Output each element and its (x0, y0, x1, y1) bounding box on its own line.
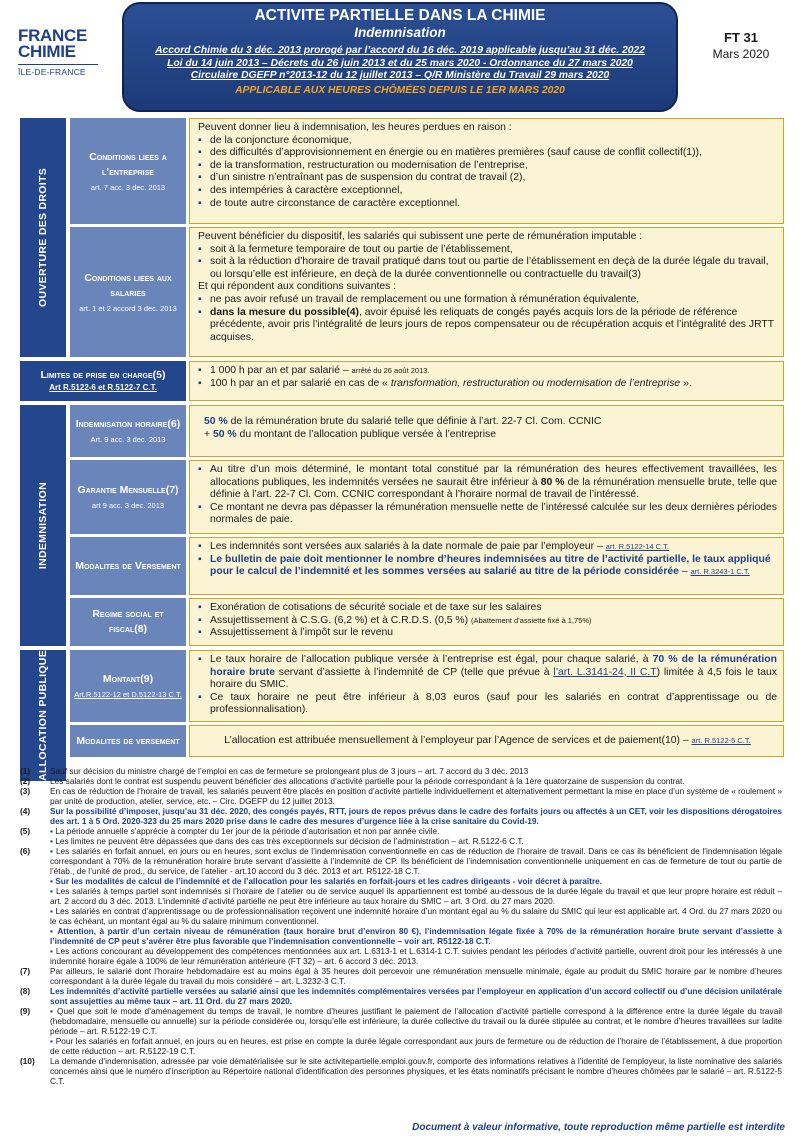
footnote: ▪ Pour les salariés en forfait annuel, en jours ou en heures, est prise en compte la durée légale correspondant aux jours de fermeture ou de réduction de l’horaire de l’établissement, à due proportion de cette réduction – art. R.5122-19 C.T. (20, 1036, 782, 1056)
reference-line-1: Accord Chimie du 3 déc. 2013 prorogé par l’accord du 16 déc. 2019 applicable jusqu’au 31 déc. 2022 (155, 45, 645, 56)
content-garantie-mensuelle (189, 460, 784, 534)
list-item: ▪ des difficultés d’approvisionnement en énergie ou en matières premières (sauf cause de conflit collectif(1)), (198, 147, 777, 160)
footnote: (4) Sur la possibilité d’imposer, jusqu’au 31 déc. 2020, des congés payés, RTT, jours de repos prévus dans le cadre des forfaits jours ou affectés à un CET, voir les dispositions dérogatoires des art. 1 à 5 Ord. 2020-323 du 25 mars 2020 prise dans le cadre des mesures d’urgence liée à la crise sanitaire du Covid-19. (20, 806, 782, 826)
list-item: ▪ Au titre d’un mois déterminé, le montant total constitué par la rémunération des heures effectivement travaillées, les allocations publiques, les indemnités versées ne saurait être inférieur à 80 % de la rémunération mensuelle brute, telle que définie à l’art. 22-7 Cl. Com. CCNIC correspondant à l’horaire normal de travail de l’intéressé. (198, 464, 777, 502)
list-item: ▪ de toute autre circonstance de caractère exceptionnel. (198, 198, 777, 211)
footnote: (2) Les salariés dont le contrat est suspendu peuvent bénéficier des allocations d’activité partielle pour la période correspondant à la 1ère quatorzaine de suspension du contrat. (20, 776, 685, 786)
list-item: ▪ Ce taux horaire ne peut être inférieur à 8,03 euros (sauf pour les salariés en contrat d’apprentissage ou de professionnalisation). (198, 692, 777, 717)
list-item: ▪ dans la mesure du possible(4), avoir épuisé les reliquats de congés payés acquis lors de la période de référence précédente, avoir pris l’intégralité de leurs jours de repos compensateur ou de récupération acquis et l’intégralité des JRTT acquises. (198, 307, 777, 345)
footnote: (8) Les indemnités d’activité partielle versées au salarié ainsi que les indemnités complémentaires versées par l’employeur en application d’un accord collectif ou d’une décision unilatérale sont assujetties au même taux – art. 11 Ord. du 27 mars 2020. (20, 986, 782, 1006)
row-montant (66, 650, 784, 722)
document-subtitle: Indemnisation (354, 25, 446, 40)
footnote: ▪ Les salariés en contrat d’apprentissage ou de professionnalisation reçoivent une indemnité horaire d’un montant égal au % du salaire du SMIC qui leur est applicable art. 4 Ord. du 27 mars 2020 ou le cas échéant, un montant égal au % du salaire minimum conventionnel. (20, 906, 782, 926)
list-item: ▪ Les indemnités sont versées aux salariés à la date normale de paie par l’employeur – art. R.5122-14 C.T. (198, 541, 777, 554)
link-r5122-5[interactable]: art. R.5122-5 C.T. (691, 736, 751, 745)
label-montant: Montant(9) Art.R.5122-12 et D.5122-13 C.T. (70, 650, 186, 722)
list-item: ▪ d’un sinistre n’entraînant pas de suspension du contrat de travail (2), (198, 172, 777, 185)
row-modalites-allocation (66, 725, 784, 757)
footnote: (10) La demande d’indemnisation, adressée par voie dématérialisée sur le site activitepartielle.emploi.gouv.fr, comporte des informations relatives à l’identité de l’employeur, la liste nominative des salariés concernés ainsi que le numéro d’inscription au Répertoire national d’identification des personnes physiques, et les états nominatifs précisant le nombre d’heures chômées par le salarié – art. R.5122-5 C.T. (20, 1056, 782, 1086)
list-item: ▪ soit à la fermeture temporaire de tout ou partie de l’établissement, (198, 244, 777, 257)
list-item: ▪ Le bulletin de paie doit mentionner le nombre d’heures indemnisées au titre de l’activité partielle, le taux appliqué pour le calcul de l’indemnité et les sommes versées au salarié au titre de la période considérée – art. R.3243-1 C.T. (198, 554, 777, 579)
row-conditions-entreprise (66, 118, 784, 224)
footnote: ▪ Attention, à partir d’un certain niveau de rémunération (taux horaire brut d’environ 80 €), l’indemnisation légale fixée à 70% de la rémunération horaire brute servant d’assiette à l’indemnité de CP peut s’avérer être plus favorable que l’indemnisation conventionnelle – voir art. R5122-18 C.T. (20, 926, 782, 946)
logo-line-1: FRANCE (18, 26, 88, 45)
list-item: ▪ ne pas avoir refusé un travail de remplacement ou une formation à rémunération équivalente, (198, 294, 777, 307)
row-regime-social (66, 598, 784, 646)
footnote: ▪ Les limites ne peuvent être dépassées que dans des cas très exceptionnels sur décision de l’administration – art. R.5122-6 C.T. (20, 836, 782, 846)
list-conditions-entreprise (198, 135, 777, 211)
content-conditions-salaries: Peuvent bénéficier du dispositif, les salariés qui subissent une perte de rémunération imputable : ▪ soit à la fermeture temporaire de tout ou partie de l’établissement, ▪ soit à la réduction d’horaire de travail pratiqué dans tout ou partie de l’établissement en deçà de la durée légale du travail, ou lorsqu’elle est inférieure, en deçà de la durée conventionnelle ou contractuelle du travail(3) Et qui répondent aux conditions suivantes : ▪ ne pas avoir refusé un travail de remplacement ou une formation à rémunération équivalente, ▪ dans la mesure du possible(4), avoir épuisé les reliquats de congés payés acquis lors de la période de référence précédente, avoir pris l’intégralité de leurs jours de repos compensateur ou de récupération acquis et l’intégralité des JRTT acquises. (189, 227, 784, 357)
section-label-indemnisation: INDEMNISATION (20, 405, 66, 646)
footnote: ▪ Les actions concourant au développement des compétences mentionnées aux art. L.6313-1 et L.6314-1 C.T. suivies pendant les périodes d’activité partielle, ouvrent droit pour les intéressés à une indemnité horaire égale à 100% de leur rémunération antérieure (FT 32) – art. 6 accord 3 déc. 2013. (20, 946, 782, 966)
title-banner (122, 2, 678, 112)
content-modalites-versement (189, 537, 784, 595)
content-conditions-entreprise: Peuvent donner lieu à indemnisation, les heures perdues en raison : ▪ de la conjoncture économique, ▪ des difficultés d’approvisionnement en énergie ou en matières premières (sauf cause de conflit collectif(1)), ▪ de la transformation, restructuration ou modernisation de l’entreprise, ▪ d’un sinistre n’entraînant pas de suspension du contrat de travail (2), ▪ des intempéries à caractère exceptionnel, ▪ de toute autre circonstance de caractère exceptionnel. (189, 118, 784, 224)
reference-line-3: Circulaire DGEFP n°2013-12 du 12 juillet 2013 – Q/R Ministère du Travail 29 mars 2020 (190, 70, 610, 81)
content-modalites-allocation: L’allocation est attribuée mensuellement à l’employeur par l’Agence de services et de paiement(10) – art. R.5122-5 C.T. (189, 725, 784, 757)
reference-line-2: Loi du 14 juin 2013 – Décrets du 26 juin 2013 et du 25 mars 2020 - Ordonnance du 27 mars 2020 (167, 57, 633, 69)
list-item: ▪ Ce montant ne devra pas dépasser la rémunération mensuelle nette de l’intéressé calculée sur les deux dernières périodes normales de paie. (198, 502, 777, 527)
main-table (20, 118, 784, 785)
content-montant (189, 650, 784, 722)
row-modalites-versement (66, 537, 784, 595)
list-item: ▪ 100 h par an et par salarié en cas de « transformation, restructuration ou modernisation de l’entreprise ». (198, 378, 777, 391)
footnote: ▪ Sur les modalités de calcul de l’indemnité et de l’allocation pour les salariés en forfait-jours et les cadres dirigeants - voir décret à paraître. (20, 876, 782, 886)
row-conditions-salaries (66, 227, 784, 357)
list-item: ▪ de la transformation, restructuration ou modernisation de l’entreprise, (198, 160, 777, 173)
label-indemnisation-horaire: Indemnisation horaire(6) Art. 9 acc. 3 dec. 2013 (70, 405, 186, 457)
footer-disclaimer: Document à valeur informative, toute reproduction même partielle est interdite (412, 1122, 785, 1133)
france-chimie-logo (18, 28, 104, 78)
footnote: (6) ▪ Les salariés en forfait annuel, en jours ou en heures, sont exclus de l’indemnisation conventionnelle en cas de réduction de l’horaire de travail. Dans ce cas ils bénéficient de l’indemnisation légale correspondant à 70% de la rémunération horaire brute servant d’assiette à l’indemnité de CP. Ils bénéficient de l’indemnisation conventionnelle uniquement en cas de fermeture de tout ou partie de l’étab., de l’unité de prod., du service, de l’atelier - art.10 accord du 3 déc. 2013 et art. R5122-18 C.T. (20, 846, 782, 876)
fiche-reference (696, 30, 786, 61)
row-garantie-mensuelle (66, 460, 784, 534)
list-item: ▪ de la conjoncture économique, (198, 135, 777, 148)
link-r5122-14[interactable]: art. R.5122-14 C.T. (605, 542, 670, 551)
document-title: ACTIVITE PARTIELLE DANS LA CHIMIE (254, 7, 546, 24)
footnote: (3) En cas de réduction de l’horaire de travail, les salariés peuvent être placés en position d’activité partielle individuellement et alternativement permettant la mise en place d’un système de « roulement » par unité de production, atelier, service, etc. – Circ. DGEFP du 12 juillet 2013. (20, 786, 782, 806)
label-limites: Limites de prise en charge(5) Art R.5122-6 et R.5122-7 C.T. (20, 361, 186, 401)
label-garantie-mensuelle: Garantie Mensuelle(7) art 9 acc. 3 dec. 2013 (70, 460, 186, 534)
label-regime-social: Regime social et fiscal(8) (70, 598, 186, 646)
section-ouverture (20, 118, 784, 357)
section-indemnisation (20, 405, 784, 646)
list-item: ▪ Assujettissement à C.S.G. (6,2 %) et à C.R.D.S. (0,5 %) (Abattement d’assiette fixé à 1,75%) (198, 615, 777, 628)
logo-line-2: CHIMIE (18, 42, 76, 61)
label-conditions-entreprise: Conditions liees a l’entreprise art. 7 acc. 3 dec. 2013 (70, 118, 186, 224)
list-item: ▪ Exonération de cotisations de sécurité sociale et de taxe sur les salaires (198, 602, 777, 615)
section-allocation (20, 650, 784, 781)
label-conditions-salaries: Conditions liees aux salaries art. 1 et 2 accord 3 dec. 2013 (70, 227, 186, 357)
content-regime-social (189, 598, 784, 646)
row-indemnisation-horaire (66, 405, 784, 457)
label-modalites-versement: Modalites de Versement (70, 537, 186, 595)
footnotes (20, 766, 782, 1086)
footnote: (7) Par ailleurs, le salarié dont l’horaire hebdomadaire est au moins égal à 35 heures doit percevoir une rémunération mensuelle minimale, égale au produit du SMIC horaire par le nombre d’heures correspondant à la durée légale du travail du mois considéré – art. L.3232-3 C.T. (20, 966, 782, 986)
logo-line-3: ÎLE-DE-FRANCE (18, 64, 98, 77)
fiche-number: FT 31 (724, 30, 758, 45)
applicable-date: APPLICABLE AUX HEURES CHÔMÉES DEPUIS LE 1ER MARS 2020 (235, 84, 565, 96)
list-item: ▪ soit à la réduction d’horaire de travail pratiqué dans tout ou partie de l’établissement en deçà de la durée légale du travail, ou lorsqu’elle est inférieure, en deçà de la durée conventionnelle ou contractuelle du travail(3) (198, 256, 777, 281)
fiche-date: Mars 2020 (712, 47, 770, 61)
content-indemnisation-horaire: 50 % de la rémunération brute du salarié telle que définie à l’art. 22-7 Cl. Com. CCNIC + 50 % du montant de l’allocation publique versée à l’entreprise (189, 405, 784, 457)
footnote: ▪ Les salariés à temps partiel sont indemnisés si l’horaire de l’atelier ou de service auquel ils appartiennent est tombé au-dessous de la durée légale du travail et que leur propre horaire est réduit – art. 2 accord du 3 déc. 2013. L’indemnité d’activité partielle ne peut être inférieure au taux horaire du SMIC – art. 3 Ord. du 27 mars 2020. (20, 886, 782, 906)
content-limites (189, 361, 784, 401)
section-label-ouverture: OUVERTURE DES DROITS (20, 118, 66, 357)
footnote: (1) Sauf sur décision du ministre chargé de l’emploi en cas de fermeture se prolongeant plus de 3 jours – art. 7 accord du 3 déc. 2013 (20, 766, 529, 776)
label-modalites-allocation: Modalites de versement (70, 725, 186, 757)
list-item: ▪ Assujettissement à l’impôt sur le revenu (198, 627, 777, 640)
row-limites (20, 361, 784, 401)
list-item: ▪ 1 000 h par an et par salarié – arrêté du 26 août 2013. (198, 365, 777, 378)
footnote: (9) ▪ Quel que soit le mode d’aménagement du temps de travail, le nombre d’heures justifiant le paiement de l’allocation d’activité partielle correspond à la différence entre la durée légale du travail (hebdomadaire, mensuelle ou annuelle) sur la période considérée ou, lorsqu’elle est inférieure, la durée collective du travail ou la durée stipulée au contrat, et le nombre d’heures travaillées sur ladite période – art. R.5122-19 C.T. (20, 1006, 782, 1036)
footnote: (5) ▪ La période annuelle s’apprécie à compter du 1er jour de la période d’autorisation et non par année civile. (20, 826, 782, 836)
list-item: ▪ des intempéries à caractère exceptionnel, (198, 185, 777, 198)
link-l3141-24[interactable]: l’art. L.3141-24, II C.T (553, 666, 657, 678)
list-item: ▪ Le taux horaire de l’allocation publique versée à l’entreprise est égal, pour chaque salarié, à 70 % de la rémunération horaire brute servant d’assiette à l’indemnité de CP (telle que prévue à l’art. L.3141-24, II C.T) limitée à 4,5 fois le taux horaire du SMIC. (198, 654, 777, 692)
section-label-allocation: ALLOCATION PUBLIQUE (20, 650, 66, 781)
link-r3243-1[interactable]: art. R.3243-1 C.T. (690, 567, 750, 577)
